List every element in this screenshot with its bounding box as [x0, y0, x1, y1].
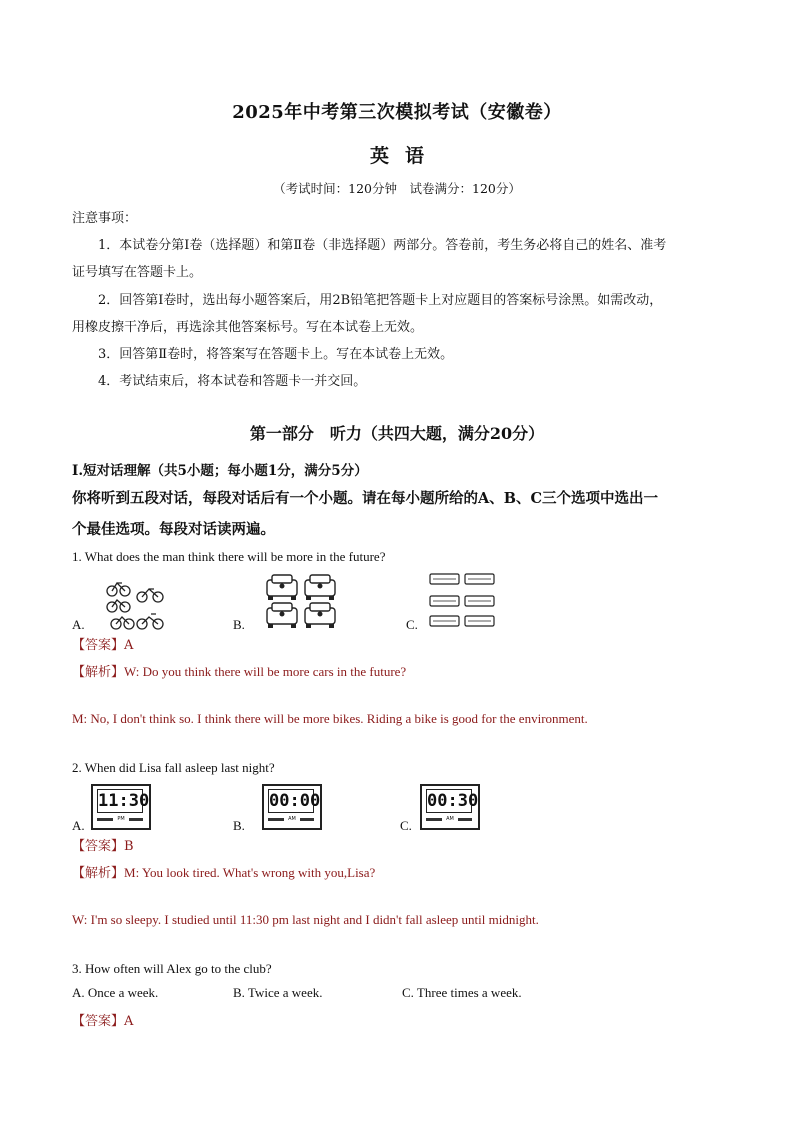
q1-option-a: A.	[72, 617, 85, 632]
q2-analysis	[72, 862, 375, 881]
buses-icon	[428, 572, 498, 630]
q2-question: 2. When did Lisa fall asleep last night?	[72, 760, 275, 775]
exam-info: （考试时间：120分钟 试卷满分：120分）	[273, 181, 521, 196]
q3-option-a: A. Once a week.	[72, 985, 159, 1000]
q2-option-a: A.	[72, 818, 85, 833]
instruction-line-1: 你将听到五段对话，每段对话后有一个小题。请在每小题所给的A、B、C三个选项中选出一	[72, 490, 659, 507]
notice-item-4: 4．考试结束后，将本试卷和答题卡一并交回。	[98, 374, 367, 389]
instruction-line-2: 个最佳选项。每段对话读两遍。	[72, 521, 275, 538]
q1-analysis-label: 【解析】	[72, 665, 125, 680]
clock-b-tag: AM	[284, 814, 300, 824]
clock-c-tag: AM	[442, 814, 458, 824]
q1-answer: 【答案】A	[72, 638, 134, 653]
clock-b-icon	[262, 784, 322, 830]
notice-item-2-cont: 用橡皮擦干净后，再选涂其他答案标号。写在本试卷上无效。	[72, 320, 424, 335]
q3-option-c: C. Three times a week.	[402, 985, 522, 1000]
q2-option-c: C.	[400, 818, 412, 833]
notice-item-2: 2．回答第Ⅰ卷时，选出每小题答案后，用2B铅笔把答题卡上对应题目的答案标号涂黑。如需改动，	[98, 293, 663, 308]
q2-analysis-line-1: M: You look tired. What's wrong with you,Lisa?	[124, 865, 376, 880]
q1-option-c: C.	[406, 617, 418, 632]
clock-a-time: 11:30	[98, 791, 150, 811]
notice-item-1-cont: 证号填写在答题卡上。	[72, 265, 203, 280]
notice-item-3: 3．回答第Ⅱ卷时，将答案写在答题卡上。写在本试卷上无效。	[98, 347, 454, 362]
q1-question: 1. What does the man think there will be more in the future?	[72, 549, 386, 564]
q2-option-b: B.	[233, 818, 245, 833]
clock-a-tag: PM	[113, 814, 129, 824]
exam-title: 2025年中考第三次模拟考试（安徽卷）	[232, 102, 562, 123]
q3-question: 3. How often will Alex go to the club?	[72, 961, 272, 976]
clock-b-time: 00:00	[269, 791, 321, 811]
clock-c-icon	[420, 784, 480, 830]
notice-heading: 注意事项：	[72, 211, 138, 226]
bicycles-icon	[104, 574, 172, 632]
q1-analysis	[72, 661, 406, 680]
q3-option-b: B. Twice a week.	[233, 985, 323, 1000]
q3-answer: 【答案】A	[72, 1014, 134, 1029]
q1-option-b: B.	[233, 617, 245, 632]
subject-title: 英语	[369, 145, 440, 167]
q2-analysis-line-2: W: I'm so sleepy. I studied until 11:30 pm last night and I didn't fall asleep until midnight.	[72, 912, 539, 927]
part1-title: 第一部分 听力（共四大题，满分20分）	[249, 424, 545, 443]
q2-analysis-label: 【解析】	[72, 866, 125, 881]
cars-icon	[263, 572, 339, 630]
section1-heading: Ⅰ.短对话理解（共5小题；每小题1分，满分5分）	[72, 463, 368, 479]
q2-answer: 【答案】B	[72, 839, 134, 854]
clock-a-icon	[91, 784, 151, 830]
clock-c-time: 00:30	[427, 791, 479, 811]
q1-analysis-line-2: M: No, I don't think so. I think there will be more bikes. Riding a bike is good for the environment.	[72, 711, 588, 726]
notice-item-1: 1．本试卷分第Ⅰ卷（选择题）和第Ⅱ卷（非选择题）两部分。答卷前，考生务必将自己的姓名、准考	[98, 238, 667, 253]
q1-analysis-line-1: W: Do you think there will be more cars in the future?	[124, 664, 407, 679]
